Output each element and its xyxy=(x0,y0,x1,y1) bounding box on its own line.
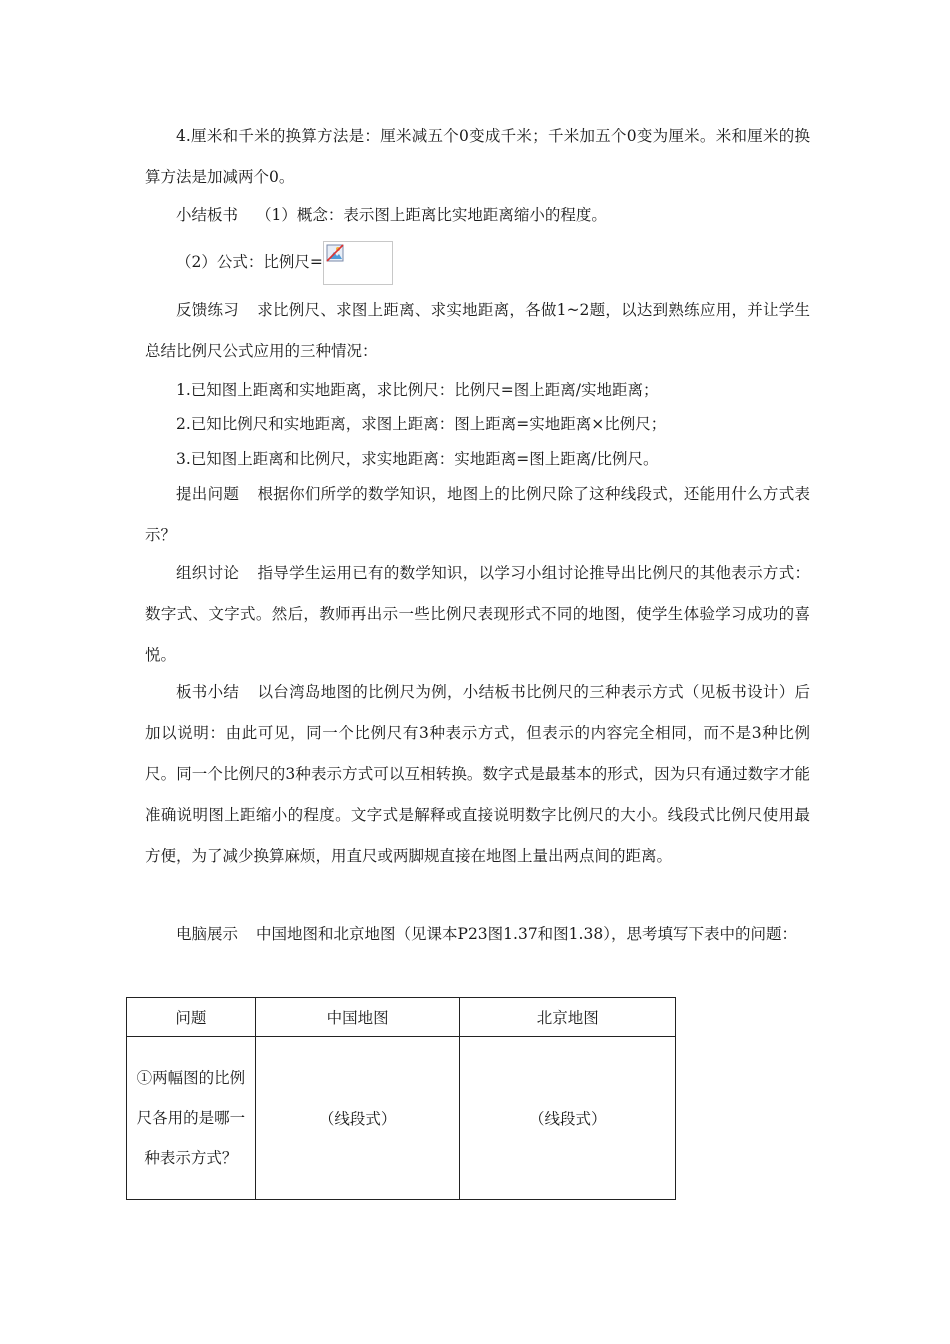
section-label: 板书小结 xyxy=(176,683,240,701)
paragraph-feedback xyxy=(145,290,810,372)
paragraph-text: （1）概念：表示图上距离比实地距离缩小的程度。 xyxy=(256,206,607,224)
section-label: 组织讨论 xyxy=(176,564,240,582)
paragraph-question xyxy=(145,474,810,556)
table-cell-question: ①两幅图的比例尺各用的是哪一种表示方式？ xyxy=(127,1037,256,1200)
paragraph-summary-formula xyxy=(145,241,810,285)
paragraph-discussion xyxy=(145,553,810,676)
paragraph-board-summary xyxy=(145,672,810,877)
paragraph-text: 3.已知图上距离和比例尺，求实地距离：实地距离=图上距离/比例尺。 xyxy=(176,450,659,468)
paragraph-text: 2.已知比例尺和实地距离，求图上距离：图上距离=实地距离×比例尺； xyxy=(176,415,667,433)
paragraph-computer-display xyxy=(145,914,810,955)
paragraph-text: （2）公式：比例尺= xyxy=(176,253,323,271)
section-label: 电脑展示 xyxy=(176,925,239,943)
formula-image xyxy=(323,241,393,285)
paragraph-text: 中国地图和北京地图（见课本P23图1.37和图1.38），思考填写下表中的问题： xyxy=(256,925,797,943)
table-header-cell: 北京地图 xyxy=(460,998,676,1037)
table-row xyxy=(127,1037,676,1200)
paragraph-conversion xyxy=(145,116,810,198)
paragraph-summary-concept xyxy=(145,195,810,236)
table-cell-answer: （线段式） xyxy=(255,1037,460,1200)
question-table xyxy=(126,997,676,1200)
paragraph-text: 1.已知图上距离和实地距离，求比例尺：比例尺=图上距离/实地距离； xyxy=(176,381,659,399)
paragraph-text: 求比例尺、求图上距离、求实地距离，各做1~2题，以达到熟练应用，并让学生总结比例尺公式应用的三种情况： xyxy=(145,301,810,360)
table-header-cell: 问题 xyxy=(127,998,256,1037)
table-cell-answer: （线段式） xyxy=(460,1037,676,1200)
paragraph-text: 指导学生运用已有的数学知识，以学习小组讨论推导出比例尺的其他表示方式：数字式、文字式。然后，教师再出示一些比例尺表现形式不同的地图，使学生体验学习成功的喜悦。 xyxy=(145,564,810,664)
paragraph-text: 根据你们所学的数学知识，地图上的比例尺除了这种线段式，还能用什么方式表示？ xyxy=(145,485,810,544)
section-label: 小结板书 xyxy=(176,206,239,224)
section-label: 反馈练习 xyxy=(176,301,240,319)
table-header-row xyxy=(127,998,676,1037)
table-header-cell: 中国地图 xyxy=(255,998,460,1037)
section-label: 提出问题 xyxy=(176,485,240,503)
paragraph-text: 以台湾岛地图的比例尺为例，小结板书比例尺的三种表示方式（见板书设计）后加以说明：由此可见，同一个比例尺有3种表示方式，但表示的内容完全相同，而不是3种比例尺。同一个比例尺的3种表示方式可以互相转换。数字式是最基本的形式，因为只有通过数字才能准确说明图上距缩小的程度。文字式是解释或直接说明数字比例尺的大小。线段式比例尺使用最方便，为了减少换算麻烦，用直尺或两脚规直接在地图上量出两点间的距离。 xyxy=(145,683,810,865)
paragraph-text: 4.厘米和千米的换算方法是：厘米减五个0变成千米；千米加五个0变为厘米。米和厘米的换算方法是加减两个0。 xyxy=(145,127,810,186)
broken-image-icon xyxy=(326,244,344,262)
